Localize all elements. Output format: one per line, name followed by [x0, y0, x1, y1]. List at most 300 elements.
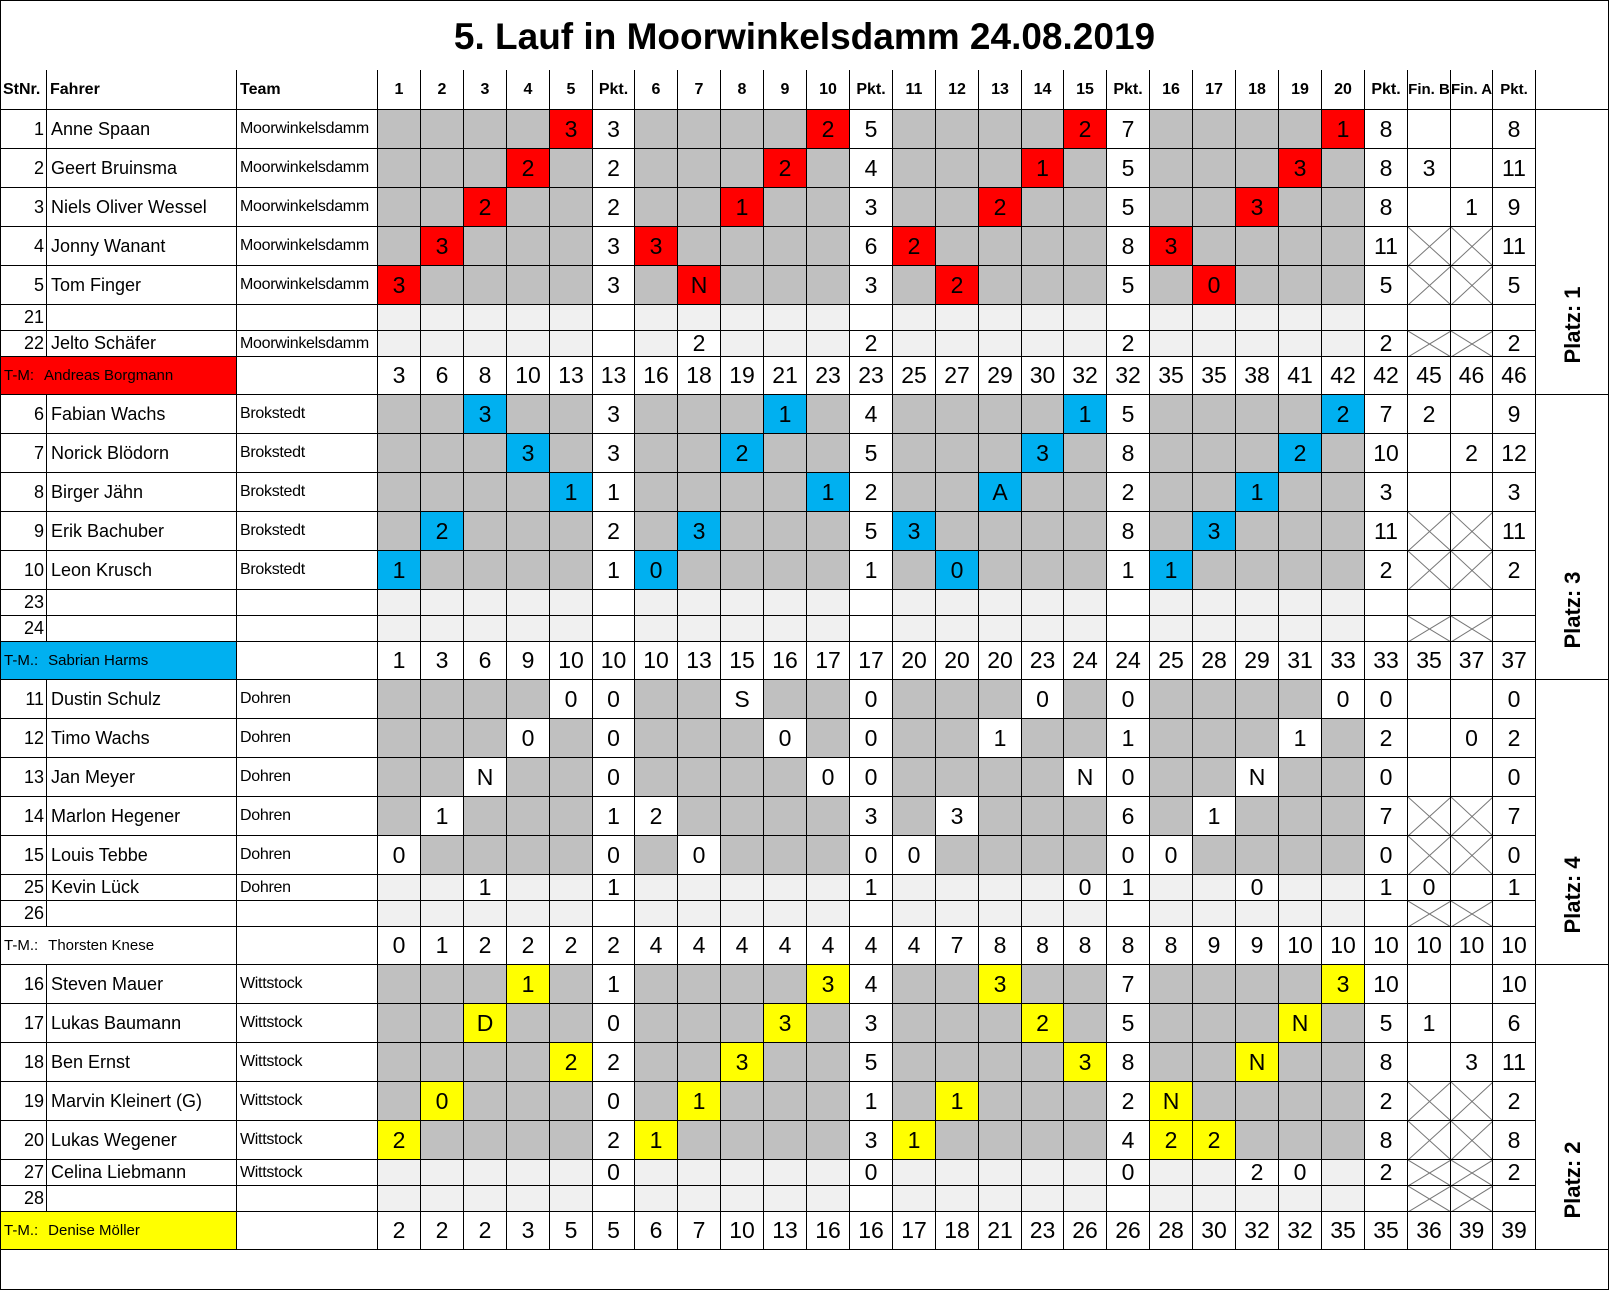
heat-empty — [678, 1186, 721, 1212]
heat-empty — [979, 1121, 1022, 1160]
heat-empty — [550, 551, 593, 590]
heat-empty — [979, 395, 1022, 434]
heat-empty — [1022, 551, 1064, 590]
team-placement-label: Platz: 1 — [1559, 286, 1585, 364]
heat-result: 0 — [1322, 680, 1365, 719]
heat-empty — [464, 551, 507, 590]
total-points: 0 — [1493, 758, 1536, 797]
total-points: 12 — [1493, 434, 1536, 473]
heat-empty — [807, 836, 850, 875]
heat-empty — [1322, 1186, 1365, 1212]
running-team-total: 30 — [1022, 357, 1064, 395]
heat-empty — [550, 188, 593, 227]
heat-result: 1 — [764, 395, 807, 434]
heat-result: 1 — [1322, 110, 1365, 149]
heat-result: 3 — [464, 395, 507, 434]
heat-empty — [936, 395, 979, 434]
heat-empty — [635, 266, 678, 305]
heat-empty — [1150, 1004, 1193, 1043]
running-team-total: 10 — [550, 642, 593, 680]
heat-empty — [678, 227, 721, 266]
heat-result: 1 — [1236, 473, 1279, 512]
heat-empty — [421, 875, 464, 901]
heat-empty — [678, 1043, 721, 1082]
rider-team: Moorwinkelsdamm — [237, 110, 378, 149]
heat-empty — [378, 1082, 421, 1121]
heat-empty — [464, 616, 507, 642]
subtotal-points — [1365, 1186, 1408, 1212]
crossed-out-cell — [1451, 512, 1493, 551]
heat-empty — [550, 331, 593, 357]
heat-empty — [378, 1186, 421, 1212]
subtotal-points — [1107, 1186, 1150, 1212]
heat-empty — [1322, 434, 1365, 473]
heat-empty — [1064, 616, 1107, 642]
heat-empty — [764, 1043, 807, 1082]
subtotal-points: 7 — [1365, 395, 1408, 434]
rider-team — [237, 305, 378, 331]
start-number: 28 — [0, 1186, 47, 1212]
start-number: 7 — [0, 434, 47, 473]
running-team-total: 4 — [807, 927, 850, 965]
heat-empty — [635, 680, 678, 719]
start-number: 13 — [0, 758, 47, 797]
final-b-result: 2 — [1408, 395, 1451, 434]
heat-empty — [979, 331, 1022, 357]
heat-empty — [1022, 305, 1064, 331]
rider-team: Dohren — [237, 719, 378, 758]
heat-empty — [1022, 110, 1064, 149]
subtotal-points: 0 — [593, 1082, 635, 1121]
heat-empty — [635, 758, 678, 797]
heat-empty — [893, 680, 936, 719]
heat-empty — [1064, 473, 1107, 512]
running-team-total: 4 — [678, 927, 721, 965]
start-number: 9 — [0, 512, 47, 551]
subtotal-points: 5 — [1107, 188, 1150, 227]
heat-empty — [764, 836, 807, 875]
running-team-total: 32 — [1107, 357, 1150, 395]
column-header: 10 — [807, 70, 850, 110]
final-a-result: 2 — [1451, 434, 1493, 473]
heat-result: 2 — [635, 797, 678, 836]
heat-result: 2 — [893, 227, 936, 266]
subtotal-points — [593, 901, 635, 927]
subtotal-points: 5 — [850, 1043, 893, 1082]
heat-empty — [1064, 590, 1107, 616]
subtotal-points: 2 — [593, 188, 635, 227]
crossed-out-cell — [1451, 797, 1493, 836]
rider-name — [47, 616, 237, 642]
heat-result: 3 — [1279, 149, 1322, 188]
heat-empty — [893, 110, 936, 149]
heat-empty — [635, 590, 678, 616]
heat-empty — [507, 836, 550, 875]
subtotal-points: 10 — [1365, 965, 1408, 1004]
running-team-total: 8 — [1022, 927, 1064, 965]
heat-empty — [378, 797, 421, 836]
heat-empty — [550, 227, 593, 266]
team-manager-label: T-M.: — [4, 652, 39, 669]
heat-empty — [721, 551, 764, 590]
subtotal-points — [1107, 616, 1150, 642]
heat-empty — [507, 1160, 550, 1186]
heat-empty — [1322, 512, 1365, 551]
start-number: 21 — [0, 305, 47, 331]
heat-empty — [764, 188, 807, 227]
running-team-total: 3 — [507, 1212, 550, 1250]
rider-team: Moorwinkelsdamm — [237, 188, 378, 227]
running-team-total: 24 — [1107, 642, 1150, 680]
subtotal-points: 8 — [1365, 1121, 1408, 1160]
heat-result: 0 — [507, 719, 550, 758]
start-number: 16 — [0, 965, 47, 1004]
subtotal-points: 4 — [850, 149, 893, 188]
heat-empty — [721, 305, 764, 331]
heat-empty — [378, 395, 421, 434]
heat-empty — [464, 797, 507, 836]
heat-empty — [421, 836, 464, 875]
heat-empty — [979, 875, 1022, 901]
heat-empty — [893, 149, 936, 188]
heat-empty — [1236, 797, 1279, 836]
heat-empty — [1193, 836, 1236, 875]
total-points — [1493, 590, 1536, 616]
heat-empty — [550, 1121, 593, 1160]
total-points: 6 — [1493, 1004, 1536, 1043]
crossed-out-cell — [1408, 797, 1451, 836]
heat-empty — [1236, 1121, 1279, 1160]
heat-empty — [807, 616, 850, 642]
heat-result: 2 — [507, 149, 550, 188]
heat-result: N — [1236, 1043, 1279, 1082]
rider-name — [47, 901, 237, 927]
heat-empty — [979, 590, 1022, 616]
heat-empty — [678, 590, 721, 616]
heat-empty — [807, 188, 850, 227]
heat-result: 2 — [678, 331, 721, 357]
subtotal-points: 2 — [850, 331, 893, 357]
subtotal-points: 5 — [1365, 266, 1408, 305]
subtotal-points: 0 — [593, 758, 635, 797]
heat-empty — [1022, 1082, 1064, 1121]
rider-name: Marlon Hegener — [47, 797, 237, 836]
heat-empty — [421, 305, 464, 331]
heat-empty — [721, 797, 764, 836]
heat-empty — [464, 512, 507, 551]
heat-empty — [678, 1004, 721, 1043]
heat-empty — [721, 1186, 764, 1212]
heat-empty — [764, 473, 807, 512]
running-team-total: 2 — [550, 927, 593, 965]
running-team-total: 3 — [421, 642, 464, 680]
subtotal-points: 2 — [850, 473, 893, 512]
heat-empty — [1322, 188, 1365, 227]
heat-empty — [507, 901, 550, 927]
heat-empty — [1193, 473, 1236, 512]
heat-result: 2 — [1022, 1004, 1064, 1043]
subtotal-points: 2 — [1365, 331, 1408, 357]
heat-empty — [1322, 305, 1365, 331]
heat-result: 0 — [678, 836, 721, 875]
heat-empty — [1322, 1121, 1365, 1160]
running-team-total: 13 — [764, 1212, 807, 1250]
heat-empty — [1022, 331, 1064, 357]
crossed-out-cell — [1408, 1186, 1451, 1212]
heat-empty — [721, 512, 764, 551]
heat-result: 3 — [421, 227, 464, 266]
rider-name — [47, 305, 237, 331]
subtotal-points: 8 — [1365, 149, 1408, 188]
heat-empty — [464, 434, 507, 473]
heat-empty — [635, 395, 678, 434]
total-points: 2 — [1493, 551, 1536, 590]
team-manager-name: Denise Möller — [48, 1222, 140, 1239]
heat-empty — [764, 1082, 807, 1121]
heat-empty — [807, 875, 850, 901]
heat-result: 3 — [721, 1043, 764, 1082]
heat-empty — [893, 1082, 936, 1121]
subtotal-points: 3 — [593, 227, 635, 266]
running-team-total: 29 — [1236, 642, 1279, 680]
final-b-result — [1408, 1043, 1451, 1082]
heat-empty — [1022, 266, 1064, 305]
heat-empty — [1322, 227, 1365, 266]
heat-empty — [1236, 590, 1279, 616]
subtotal-points: 6 — [850, 227, 893, 266]
final-b-result — [1408, 434, 1451, 473]
running-team-total: 1 — [421, 927, 464, 965]
heat-empty — [507, 1004, 550, 1043]
heat-empty — [807, 305, 850, 331]
heat-empty — [378, 110, 421, 149]
heat-empty — [893, 797, 936, 836]
subtotal-points: 4 — [1107, 1121, 1150, 1160]
total-points: 2 — [1493, 1160, 1536, 1186]
running-team-total: 10 — [507, 357, 550, 395]
column-header: 18 — [1236, 70, 1279, 110]
total-points: 8 — [1493, 1121, 1536, 1160]
rider-team — [237, 616, 378, 642]
heat-empty — [1279, 616, 1322, 642]
heat-empty — [635, 1004, 678, 1043]
subtotal-points: 3 — [593, 266, 635, 305]
running-team-total: 10 — [1451, 927, 1493, 965]
heat-empty — [1322, 473, 1365, 512]
heat-empty — [1236, 395, 1279, 434]
total-points: 0 — [1493, 836, 1536, 875]
subtotal-points — [1365, 901, 1408, 927]
subtotal-points: 0 — [593, 680, 635, 719]
heat-empty — [464, 227, 507, 266]
heat-empty — [421, 965, 464, 1004]
final-a-result — [1451, 965, 1493, 1004]
crossed-out-cell — [1451, 266, 1493, 305]
heat-empty — [936, 227, 979, 266]
heat-empty — [507, 512, 550, 551]
heat-empty — [1150, 188, 1193, 227]
crossed-out-cell — [1408, 227, 1451, 266]
heat-empty — [721, 227, 764, 266]
column-header: 12 — [936, 70, 979, 110]
heat-empty — [1064, 719, 1107, 758]
heat-result: 1 — [550, 473, 593, 512]
column-header: 13 — [979, 70, 1022, 110]
final-b-result — [1408, 680, 1451, 719]
heat-empty — [807, 551, 850, 590]
rider-name: Geert Bruinsma — [47, 149, 237, 188]
heat-empty — [1150, 473, 1193, 512]
running-team-total: 29 — [979, 357, 1022, 395]
rider-team: Moorwinkelsdamm — [237, 266, 378, 305]
heat-empty — [1193, 331, 1236, 357]
heat-empty — [464, 1121, 507, 1160]
heat-empty — [764, 1160, 807, 1186]
column-header: 14 — [1022, 70, 1064, 110]
heat-empty — [1322, 758, 1365, 797]
running-team-total: 10 — [1279, 927, 1322, 965]
subtotal-points: 0 — [1365, 836, 1408, 875]
running-team-total: 2 — [464, 927, 507, 965]
final-b-result — [1408, 590, 1451, 616]
heat-empty — [507, 1082, 550, 1121]
running-team-total: 10 — [1408, 927, 1451, 965]
subtotal-points: 0 — [1107, 1160, 1150, 1186]
heat-empty — [1236, 331, 1279, 357]
subtotal-points: 8 — [1365, 110, 1408, 149]
crossed-out-cell — [1408, 551, 1451, 590]
heat-empty — [1022, 965, 1064, 1004]
heat-empty — [550, 395, 593, 434]
heat-result: 1 — [1193, 797, 1236, 836]
start-number: 14 — [0, 797, 47, 836]
heat-empty — [507, 590, 550, 616]
heat-empty — [507, 551, 550, 590]
rider-team: Brokstedt — [237, 473, 378, 512]
heat-empty — [807, 395, 850, 434]
heat-result: 0 — [1022, 680, 1064, 719]
heat-empty — [507, 305, 550, 331]
heat-empty — [1022, 590, 1064, 616]
heat-empty — [550, 434, 593, 473]
subtotal-points: 3 — [1365, 473, 1408, 512]
heat-empty — [421, 590, 464, 616]
subtotal-points — [1365, 590, 1408, 616]
heat-empty — [807, 590, 850, 616]
heat-empty — [721, 1121, 764, 1160]
heat-empty — [1022, 1043, 1064, 1082]
heat-empty — [421, 473, 464, 512]
start-number: 20 — [0, 1121, 47, 1160]
heat-empty — [464, 305, 507, 331]
final-b-result — [1408, 473, 1451, 512]
subtotal-points: 2 — [593, 512, 635, 551]
heat-empty — [421, 551, 464, 590]
heat-result: N — [678, 266, 721, 305]
final-b-result — [1408, 758, 1451, 797]
running-team-total: 8 — [979, 927, 1022, 965]
heat-empty — [979, 305, 1022, 331]
subtotal-points: 1 — [593, 797, 635, 836]
heat-empty — [1022, 473, 1064, 512]
heat-empty — [1322, 1082, 1365, 1121]
subtotal-points: 1 — [1365, 875, 1408, 901]
running-team-total: 35 — [1365, 1212, 1408, 1250]
heat-empty — [635, 616, 678, 642]
heat-empty — [507, 188, 550, 227]
team-manager-spacer — [237, 357, 378, 395]
heat-empty — [979, 616, 1022, 642]
start-number: 22 — [0, 331, 47, 357]
heat-empty — [1236, 836, 1279, 875]
heat-empty — [464, 1186, 507, 1212]
running-team-total: 6 — [635, 1212, 678, 1250]
heat-result: 3 — [507, 434, 550, 473]
rider-name: Norick Blödorn — [47, 434, 237, 473]
heat-empty — [464, 719, 507, 758]
heat-empty — [721, 875, 764, 901]
heat-empty — [550, 1186, 593, 1212]
final-a-result — [1451, 680, 1493, 719]
running-team-total: 7 — [678, 1212, 721, 1250]
heat-empty — [1279, 1082, 1322, 1121]
column-header: 8 — [721, 70, 764, 110]
heat-empty — [1064, 901, 1107, 927]
crossed-out-cell — [1408, 512, 1451, 551]
running-team-total: 46 — [1451, 357, 1493, 395]
heat-result: 1 — [893, 1121, 936, 1160]
total-points: 9 — [1493, 395, 1536, 434]
total-points — [1493, 305, 1536, 331]
rider-team: Dohren — [237, 836, 378, 875]
heat-empty — [893, 473, 936, 512]
running-team-total: 16 — [807, 1212, 850, 1250]
column-header: 17 — [1193, 70, 1236, 110]
running-team-total: 2 — [378, 1212, 421, 1250]
running-team-total: 9 — [507, 642, 550, 680]
heat-empty — [936, 512, 979, 551]
heat-empty — [721, 758, 764, 797]
heat-empty — [550, 149, 593, 188]
heat-empty — [1236, 1082, 1279, 1121]
heat-empty — [1279, 590, 1322, 616]
heat-empty — [550, 797, 593, 836]
subtotal-points: 5 — [1365, 1004, 1408, 1043]
heat-result: 0 — [550, 680, 593, 719]
heat-empty — [1064, 797, 1107, 836]
heat-empty — [1022, 797, 1064, 836]
heat-empty — [1193, 758, 1236, 797]
heat-empty — [464, 590, 507, 616]
team-manager-spacer — [237, 642, 378, 680]
subtotal-points: 0 — [593, 836, 635, 875]
heat-empty — [1279, 227, 1322, 266]
heat-result: 1 — [464, 875, 507, 901]
heat-empty — [550, 1004, 593, 1043]
heat-result: D — [464, 1004, 507, 1043]
subtotal-points: 5 — [850, 512, 893, 551]
heat-empty — [1322, 266, 1365, 305]
heat-result: 1 — [1022, 149, 1064, 188]
heat-empty — [378, 901, 421, 927]
heat-empty — [1064, 1121, 1107, 1160]
heat-empty — [721, 719, 764, 758]
start-number: 17 — [0, 1004, 47, 1043]
subtotal-points: 7 — [1107, 965, 1150, 1004]
subtotal-points: 2 — [593, 1121, 635, 1160]
heat-result: 0 — [1193, 266, 1236, 305]
heat-empty — [1150, 149, 1193, 188]
